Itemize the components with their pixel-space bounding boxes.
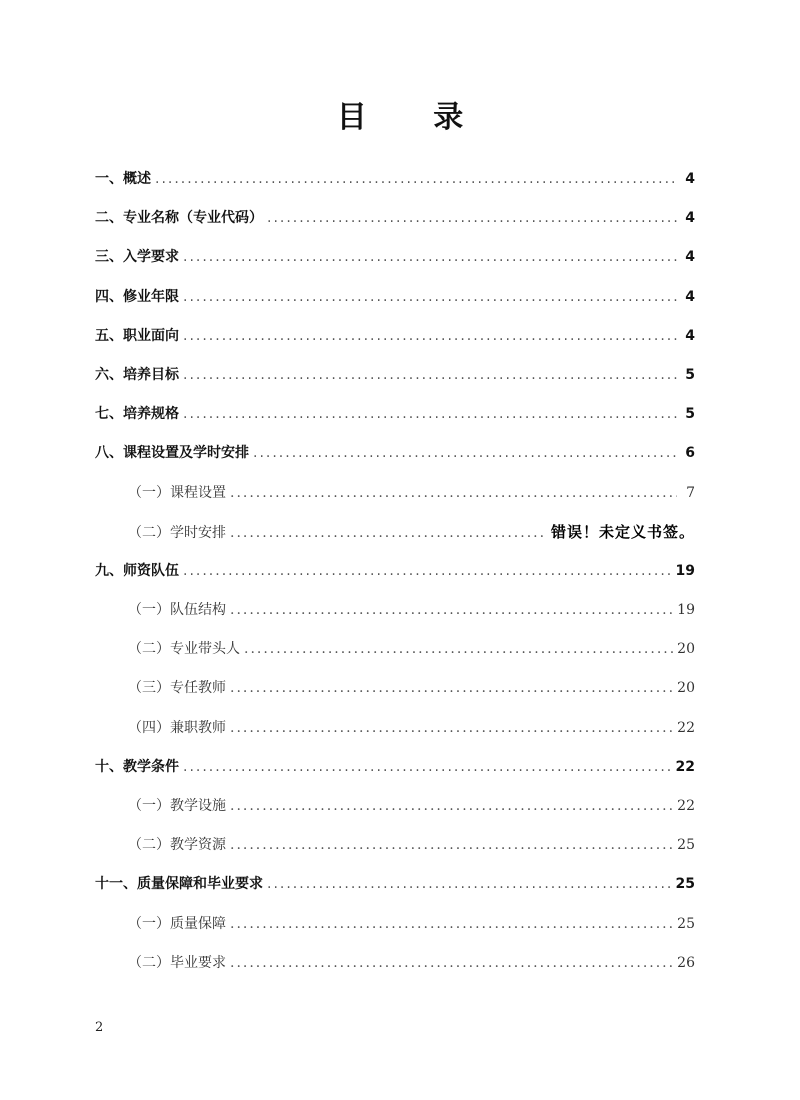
toc-entry[interactable] xyxy=(95,748,695,787)
toc-dot-leader xyxy=(230,905,673,944)
toc-dot-leader xyxy=(183,748,672,787)
toc-dot-leader xyxy=(183,238,677,277)
toc-entry[interactable] xyxy=(95,669,695,708)
toc-entry[interactable] xyxy=(95,238,695,277)
toc-dot-leader xyxy=(230,591,673,630)
toc-entry-page: 7 xyxy=(686,484,695,501)
toc-entry[interactable] xyxy=(95,591,695,630)
toc-dot-leader xyxy=(230,669,673,708)
toc-dot-leader xyxy=(253,434,677,473)
toc-entry-label: 六、培养目标 xyxy=(95,366,179,383)
toc-entry-page: 25 xyxy=(677,915,695,932)
toc-entry-page: 20 xyxy=(677,680,695,697)
toc-entry-page: 19 xyxy=(675,562,695,579)
toc-entry[interactable] xyxy=(95,199,695,238)
toc-entry-label: （一）教学设施 xyxy=(128,798,226,814)
toc-entry[interactable] xyxy=(95,944,695,983)
toc-entry[interactable] xyxy=(95,160,695,199)
toc-title: 目 录 xyxy=(336,100,492,135)
toc-entry-page: 4 xyxy=(685,327,695,344)
toc-entry-label: 四、修业年限 xyxy=(95,288,179,305)
toc-entry-label: 三、入学要求 xyxy=(95,249,179,266)
toc-entry-page: 19 xyxy=(677,602,695,619)
toc-entry[interactable] xyxy=(95,905,695,944)
toc-entry-page: 4 xyxy=(685,210,695,227)
toc-entry[interactable] xyxy=(95,826,695,865)
toc-dot-leader xyxy=(183,356,677,395)
toc-dot-leader xyxy=(230,474,677,513)
table-of-contents xyxy=(95,160,695,983)
toc-entry-label: （三）专任教师 xyxy=(128,680,226,697)
toc-entry-page: 25 xyxy=(677,837,695,854)
toc-entry-label: 九、师资队伍 xyxy=(95,562,179,579)
toc-entry-label: 七、培养规格 xyxy=(95,406,179,423)
toc-entry-label: （一）课程设置 xyxy=(128,484,226,501)
toc-dot-leader xyxy=(267,865,672,904)
toc-dot-leader xyxy=(155,160,677,199)
toc-entry[interactable] xyxy=(95,552,695,591)
toc-entry-page: 5 xyxy=(685,366,695,383)
toc-entry-label: 一、概述 xyxy=(95,171,151,187)
toc-entry-page: 22 xyxy=(675,758,695,775)
toc-entry-label: 五、职业面向 xyxy=(95,327,179,344)
toc-entry[interactable] xyxy=(95,317,695,356)
toc-entry[interactable] xyxy=(95,787,695,826)
toc-dot-leader xyxy=(230,709,673,748)
toc-entry-label: 十、教学条件 xyxy=(95,758,179,775)
toc-entry-label: （二）专业带头人 xyxy=(128,641,240,658)
toc-entry-page: 4 xyxy=(685,249,695,266)
toc-entry-label: （一）质量保障 xyxy=(128,915,226,932)
toc-entry[interactable] xyxy=(95,278,695,317)
toc-entry-page: 20 xyxy=(677,641,695,658)
toc-entry-page: 22 xyxy=(677,798,695,814)
toc-entry[interactable] xyxy=(95,709,695,748)
toc-entry-page: 5 xyxy=(685,406,695,423)
toc-entry-page: 4 xyxy=(685,288,695,305)
toc-dot-leader xyxy=(230,514,547,553)
toc-dot-leader xyxy=(230,787,673,826)
toc-entry-page: 22 xyxy=(677,719,695,736)
toc-dot-leader xyxy=(183,317,677,356)
toc-entry-page: 6 xyxy=(685,445,695,462)
toc-entry[interactable] xyxy=(95,434,695,473)
toc-entry[interactable] xyxy=(95,630,695,669)
toc-entry[interactable] xyxy=(95,865,695,904)
toc-entry-label: （二）教学资源 xyxy=(128,837,226,854)
toc-dot-leader xyxy=(230,826,673,865)
toc-entry-label: 八、课程设置及学时安排 xyxy=(95,445,249,462)
toc-entry-label: 十一、质量保障和毕业要求 xyxy=(95,876,263,893)
toc-dot-leader xyxy=(183,395,677,434)
toc-dot-leader xyxy=(267,199,677,238)
page-number: 2 xyxy=(95,1020,104,1035)
toc-entry-label: 二、专业名称（专业代码） xyxy=(95,210,263,227)
toc-entry-label: （一）队伍结构 xyxy=(128,602,226,619)
toc-entry-label: （二）毕业要求 xyxy=(128,954,226,971)
toc-entry[interactable] xyxy=(95,356,695,395)
toc-dot-leader xyxy=(244,630,673,669)
toc-entry-page: 4 xyxy=(685,171,695,187)
toc-entry-error-message: 错误！未定义书签。 xyxy=(550,522,695,541)
toc-dot-leader xyxy=(183,552,672,591)
toc-entry-page: 25 xyxy=(675,876,695,893)
toc-dot-leader xyxy=(230,944,673,983)
toc-entry[interactable] xyxy=(95,513,695,552)
toc-dot-leader xyxy=(183,278,677,317)
toc-entry-label: （四）兼职教师 xyxy=(128,719,226,736)
toc-entry[interactable] xyxy=(95,474,695,513)
toc-entry-page: 26 xyxy=(677,954,695,971)
toc-entry-label: （二）学时安排 xyxy=(128,524,226,541)
toc-entry[interactable] xyxy=(95,395,695,434)
